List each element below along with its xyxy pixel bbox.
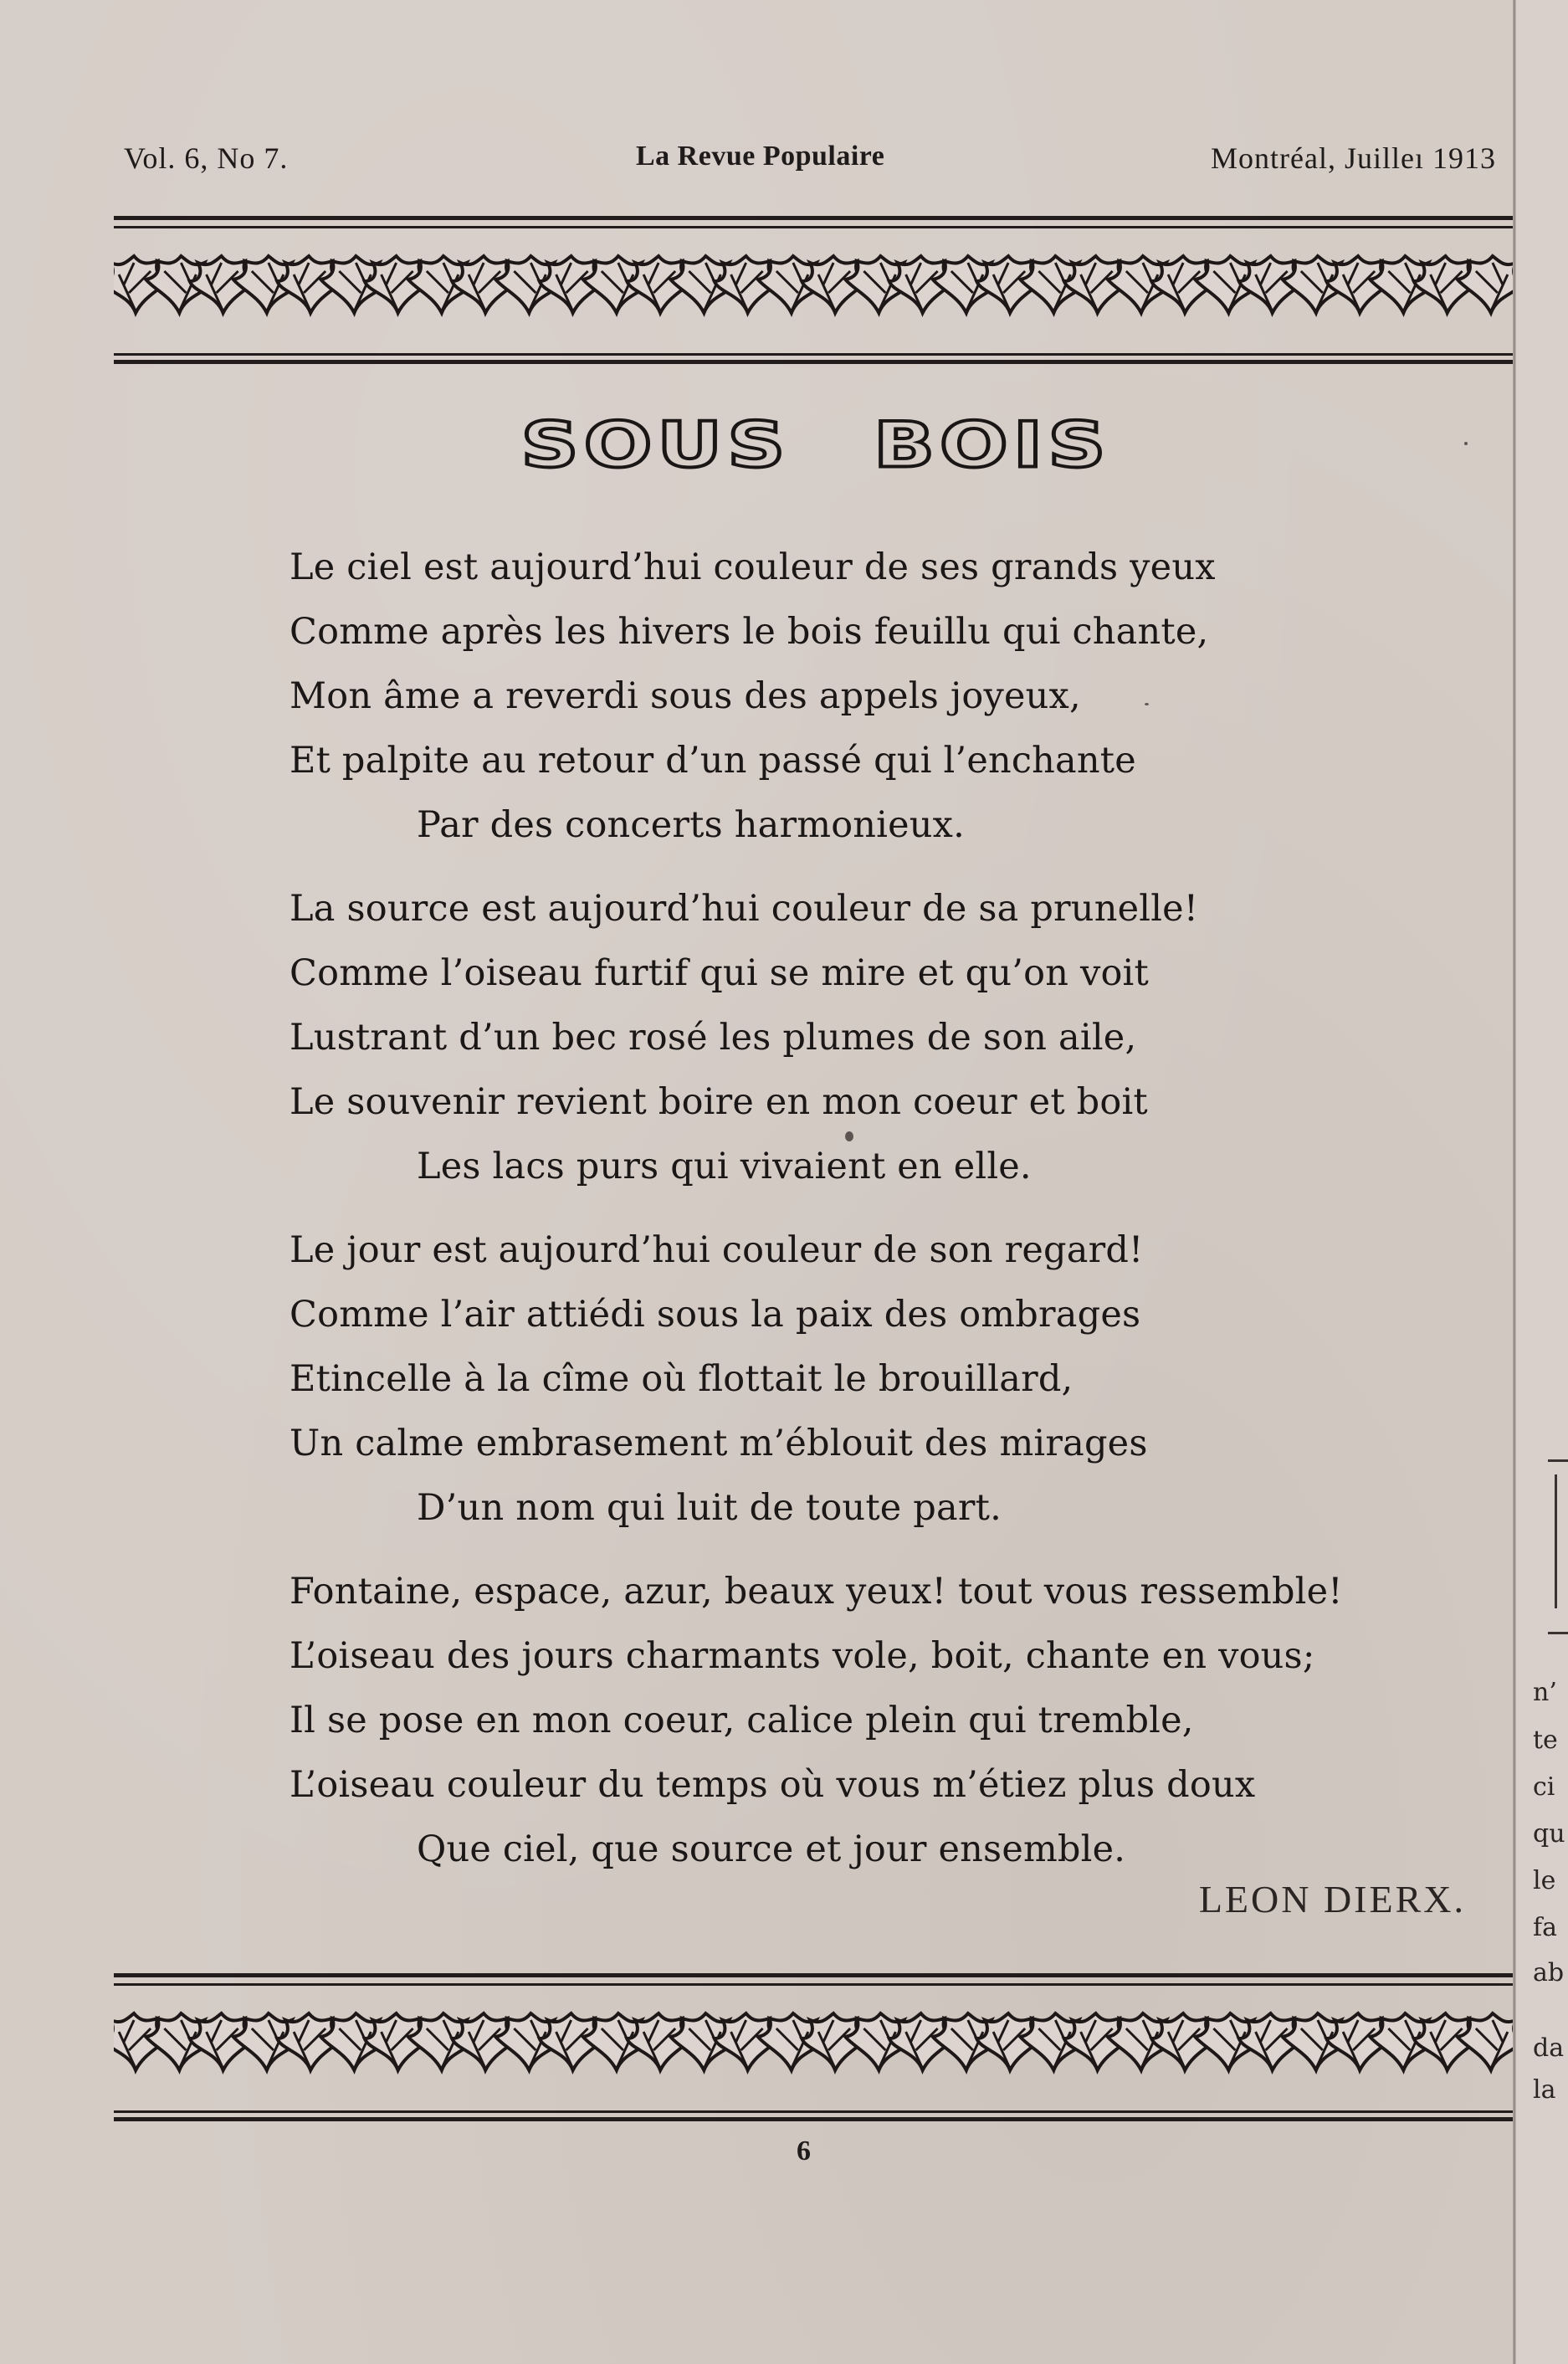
poem-title: SOUS BOIS (520, 408, 1111, 482)
adjacent-page-rule (1555, 1474, 1557, 1608)
ink-speck (845, 1131, 853, 1141)
adjacent-page-fragment: te (1533, 1726, 1558, 1755)
volume-number: Vol. 6, No 7. (124, 141, 289, 175)
adjacent-page-fragment: ci (1533, 1772, 1555, 1802)
leaf-band (114, 216, 1513, 367)
publication-name: La Revue Populaire (636, 141, 885, 172)
poem-body (290, 536, 1461, 1901)
adjacent-page-fragment: ab (1533, 1958, 1565, 1987)
poem-line: La source est aujourd’hui couleur de sa prunelle! (290, 888, 1199, 930)
poem-line: D’un nom qui luit de toute part. (417, 1487, 1002, 1529)
poem-line: Mon âme a reverdi sous des appels joyeux, (290, 675, 1081, 717)
bottom-ornamental-border (114, 1973, 1513, 2124)
adjacent-page-fragment: n’ (1533, 1678, 1557, 1707)
stanza (290, 536, 1461, 858)
adjacent-page-rule (1548, 1632, 1568, 1634)
poem-line: Le ciel est aujourd’hui couleur de ses grands yeux (290, 546, 1216, 588)
poem-line: Le souvenir revient boire en mon coeur et boit (290, 1081, 1148, 1123)
place-and-date: Montréal, Juilleı 1913 (1211, 141, 1496, 175)
poem-line: Un calme embrasement m’éblouit des mirages (290, 1423, 1148, 1464)
adjacent-page-fragment: fa (1533, 1913, 1557, 1942)
poem-line: L’oiseau des jours charmants vole, boit, chante en vous; (290, 1635, 1315, 1677)
poem-line: Il se pose en mon coeur, calice plein qui tremble, (290, 1700, 1194, 1741)
adjacent-page-fragment: la (1533, 2075, 1556, 2105)
top-ornamental-border (114, 216, 1513, 367)
page-number: 6 (797, 2136, 811, 2167)
poem-line: Lustrant d’un bec rosé les plumes de son aile, (290, 1017, 1137, 1059)
poem-line: Que ciel, que source et jour ensemble. (417, 1828, 1126, 1870)
poem-line: Comme après les hivers le bois feuillu qui chante, (290, 611, 1209, 653)
poem-author: LEON DIERX. (1198, 1878, 1466, 1920)
poem-line: Et palpite au retour d’un passé qui l’enchante (290, 740, 1136, 782)
leaf-band (114, 1973, 1513, 2124)
poem-line: Comme l’oiseau furtif qui se mire et qu’on voit (290, 952, 1149, 994)
poem-line: Par des concerts harmonieux. (417, 804, 965, 846)
adjacent-page-rule (1548, 1459, 1568, 1462)
poem-line: Fontaine, espace, azur, beaux yeux! tout vous ressemble! (290, 1571, 1343, 1613)
ink-speck (1145, 703, 1149, 705)
stanza (290, 1560, 1461, 1882)
adjacent-page-fragment: da (1533, 2033, 1565, 2063)
adjacent-page-fragment: le (1533, 1866, 1556, 1895)
ink-speck (1464, 442, 1468, 445)
stanza (290, 1218, 1461, 1541)
adjacent-page-fragment: qu (1533, 1819, 1565, 1849)
poem-line: Comme l’air attiédi sous la paix des ombrages (290, 1294, 1141, 1336)
running-header (124, 141, 1504, 179)
poem-line: Le jour est aujourd’hui couleur de son regard! (290, 1229, 1144, 1271)
poem-line: L’oiseau couleur du temps où vous m’étiez plus doux (290, 1764, 1256, 1806)
poem-line: Les lacs purs qui vivaient en elle. (417, 1146, 1032, 1187)
stanza (290, 877, 1461, 1199)
adjacent-page-edge (1516, 0, 1568, 2364)
poem-line: Etincelle à la cîme où flottait le brouillard, (290, 1358, 1074, 1400)
